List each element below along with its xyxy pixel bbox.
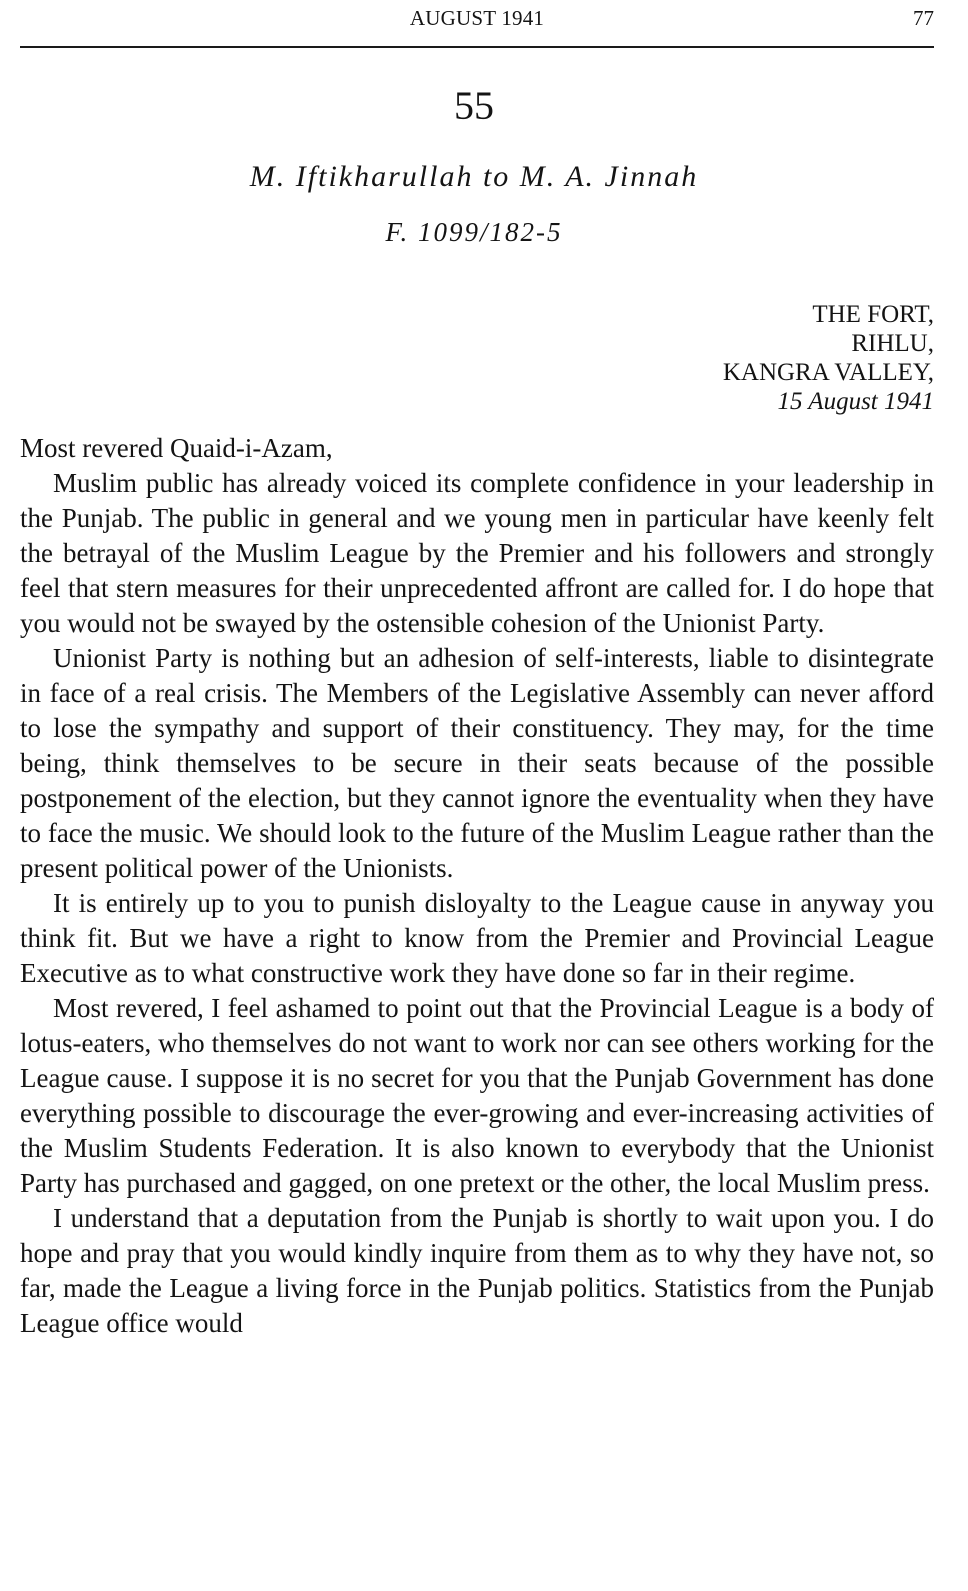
document-title: M. Iftikharullah to M. A. Jinnah — [249, 160, 699, 193]
document-number: 55 — [454, 83, 494, 128]
address-line: RIHLU, — [851, 330, 934, 357]
header-rule — [20, 46, 934, 48]
document-reference: F. 1099/182-5 — [385, 217, 563, 247]
paragraph: I understand that a deputation from the Punjab is shortly to wait upon you. I do hope and pray that you would kindly inquire from them as to why they have not, so far, made the League a living force in the Punjab politics. Statistics from the Punjab League office would — [20, 1203, 934, 1338]
running-header — [20, 6, 934, 36]
salutation: Most revered Quaid-i-Azam, — [20, 433, 333, 463]
sender-address — [723, 300, 934, 416]
paragraph: Muslim public has already voiced its complete confidence in your leadership in the Punjab. The public in general and we young men in particular have keenly felt the betrayal of the Muslim League by the Premier and his followers and strongly feel that stern measures for their unprecedented affront are called for. I do hope that you would not be swayed by the ostensible cohesion of the Unionist Party. — [20, 468, 934, 638]
running-title: AUGUST 1941 — [409, 6, 545, 30]
paragraph: Most revered, I feel ashamed to point out that the Provincial League is a body of lotus-eaters, who themselves do not want to work nor can see others working for the League cause. I suppose it is no secret for you that the Punjab Government has done everything possible to discourage the ever-growing and ever-increasing activities of the Muslim Students Federation. It is also known to everybody that the Unionist Party has purchased and gagged, on one pretext or the other, the local Muslim press. — [20, 993, 934, 1198]
page-number: 77 — [913, 6, 934, 30]
paragraph: It is entirely up to you to punish disloyalty to the League cause in anyway you think fit. But we have a right to know from the Premier and Provincial League Executive as to what constructive work they have done so far in their regime. — [20, 888, 934, 988]
address-line: KANGRA VALLEY, — [722, 359, 934, 386]
letter-body — [20, 466, 934, 1341]
address-line: THE FORT, — [812, 301, 934, 328]
paragraph: Unionist Party is nothing but an adhesion of self-interests, liable to disintegrate in face of a real crisis. The Members of the Legislative Assembly can never afford to lose the sympathy and support of their constituency. They may, for the time being, think themselves to be secure in their seats because of the possible postponement of the election, but they cannot ignore the eventuality when they have to face the music. We should look to the future of the Muslim League rather than the present political power of the Unionists. — [20, 643, 934, 883]
letter-date: 15 August 1941 — [777, 388, 934, 415]
